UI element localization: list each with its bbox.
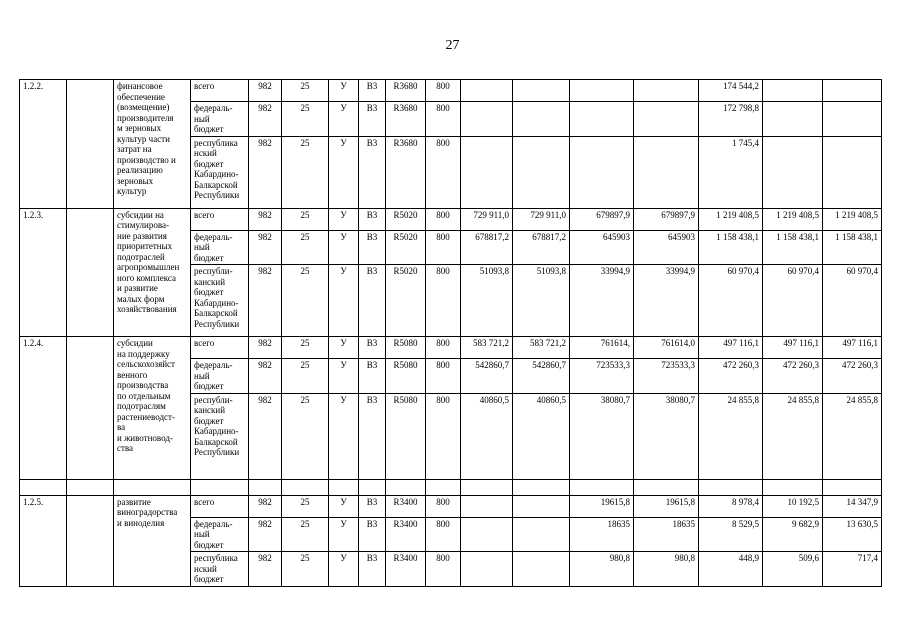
cell-vr: 800	[426, 102, 461, 137]
cell-c4: В3	[359, 80, 386, 102]
cell-vr: 800	[426, 265, 461, 337]
spacer-cell	[426, 479, 461, 495]
cell-v2	[513, 517, 570, 552]
cell-grbs: 982	[249, 102, 282, 137]
spacer-cell	[191, 479, 249, 495]
cell-v1: 583 721,2	[461, 337, 513, 359]
cell-c4: В3	[359, 517, 386, 552]
cell-v5: 1 158 438,1	[699, 230, 763, 265]
cell-pr: У	[329, 517, 359, 552]
item-code: 1.2.5.	[20, 495, 67, 586]
table-body	[20, 80, 882, 587]
cell-v7	[823, 102, 882, 137]
cell-v5: 24 855,8	[699, 393, 763, 479]
table-row	[20, 337, 882, 359]
spacer-cell	[329, 479, 359, 495]
item-name: субсидии на стимулирова- ние развития приоритетных подотраслей агропромышлен ного комплекса и развитие малых форм хозяйствования	[114, 208, 191, 337]
cell-grbs: 982	[249, 552, 282, 587]
cell-v6	[763, 80, 823, 102]
cell-c4: В3	[359, 359, 386, 394]
cell-rz: 25	[282, 265, 329, 337]
cell-c4: В3	[359, 136, 386, 208]
cell-v2	[513, 552, 570, 587]
item-name: субсидии на поддержку сельскохозяйст венного производства по отдельным подотраслям растениеводст- ва и животновод- ства	[114, 337, 191, 480]
cell-v3: 18635	[570, 517, 634, 552]
cell-v4	[634, 136, 699, 208]
cell-v2	[513, 495, 570, 517]
cell-v1	[461, 552, 513, 587]
cell-v6: 509,6	[763, 552, 823, 587]
budget-table	[19, 79, 882, 587]
spacer-cell	[114, 479, 191, 495]
cell-grbs: 982	[249, 517, 282, 552]
empty-cell	[67, 495, 114, 586]
cell-v1	[461, 102, 513, 137]
funding-source: федераль- ный бюджет	[191, 359, 249, 394]
item-code: 1.2.4.	[20, 337, 67, 480]
spacer-cell	[634, 479, 699, 495]
cell-v3	[570, 102, 634, 137]
cell-pr: У	[329, 359, 359, 394]
spacer-cell	[823, 479, 882, 495]
cell-v5: 60 970,4	[699, 265, 763, 337]
spacer-cell	[461, 479, 513, 495]
spacer-cell	[249, 479, 282, 495]
cell-pr: У	[329, 552, 359, 587]
cell-v4: 723533,3	[634, 359, 699, 394]
cell-pr: У	[329, 495, 359, 517]
cell-c4: В3	[359, 208, 386, 230]
spacer-cell	[359, 479, 386, 495]
cell-v5: 472 260,3	[699, 359, 763, 394]
cell-v6: 9 682,9	[763, 517, 823, 552]
cell-v7: 1 219 408,5	[823, 208, 882, 230]
cell-rz: 25	[282, 552, 329, 587]
funding-source: федераль- ный бюджет	[191, 230, 249, 265]
cell-grbs: 982	[249, 337, 282, 359]
cell-v6: 60 970,4	[763, 265, 823, 337]
cell-v6: 497 116,1	[763, 337, 823, 359]
cell-v7: 60 970,4	[823, 265, 882, 337]
spacer-row	[20, 479, 882, 495]
cell-v4	[634, 102, 699, 137]
cell-vr: 800	[426, 208, 461, 230]
cell-v3: 645903	[570, 230, 634, 265]
cell-v1: 729 911,0	[461, 208, 513, 230]
cell-v7	[823, 136, 882, 208]
cell-v3: 723533,3	[570, 359, 634, 394]
cell-pr: У	[329, 136, 359, 208]
cell-rz: 25	[282, 136, 329, 208]
funding-source: республика нский бюджет Кабардино- Балкарской Республики	[191, 136, 249, 208]
cell-pr: У	[329, 102, 359, 137]
cell-rz: 25	[282, 208, 329, 230]
cell-grbs: 982	[249, 393, 282, 479]
cell-v3: 38080,7	[570, 393, 634, 479]
cell-v4: 19615,8	[634, 495, 699, 517]
cell-grbs: 982	[249, 230, 282, 265]
cell-vr: 800	[426, 359, 461, 394]
cell-v1	[461, 517, 513, 552]
cell-rz: 25	[282, 359, 329, 394]
cell-grbs: 982	[249, 208, 282, 230]
cell-v3: 33994,9	[570, 265, 634, 337]
page-number: 27	[445, 38, 460, 53]
cell-pr: У	[329, 230, 359, 265]
cell-v7: 13 630,5	[823, 517, 882, 552]
cell-v7	[823, 80, 882, 102]
cell-rz: 25	[282, 517, 329, 552]
cell-vr: 800	[426, 517, 461, 552]
cell-v4: 33994,9	[634, 265, 699, 337]
funding-source: республи- канский бюджет Кабардино- Балкарской Республики	[191, 393, 249, 479]
cell-v2: 583 721,2	[513, 337, 570, 359]
funding-source: федераль- ный бюджет	[191, 102, 249, 137]
cell-c4: В3	[359, 102, 386, 137]
cell-v1: 51093,8	[461, 265, 513, 337]
cell-v1: 40860,5	[461, 393, 513, 479]
cell-v5: 174 544,2	[699, 80, 763, 102]
cell-v5: 1 219 408,5	[699, 208, 763, 230]
cell-v2: 729 911,0	[513, 208, 570, 230]
table-row	[20, 495, 882, 517]
cell-v2: 51093,8	[513, 265, 570, 337]
cell-v6: 10 192,5	[763, 495, 823, 517]
cell-v1	[461, 80, 513, 102]
cell-rz: 25	[282, 230, 329, 265]
cell-c4: В3	[359, 393, 386, 479]
cell-pr: У	[329, 337, 359, 359]
cell-csr: R5080	[386, 393, 426, 479]
cell-grbs: 982	[249, 359, 282, 394]
cell-csr: R3680	[386, 102, 426, 137]
empty-cell	[67, 337, 114, 480]
cell-v3: 19615,8	[570, 495, 634, 517]
cell-v4	[634, 80, 699, 102]
cell-v2	[513, 80, 570, 102]
item-name: финансовое обеспечение (возмещение) производителя м зерновых культур части затрат на производство и реализацию зерновых культур	[114, 80, 191, 209]
cell-v5: 8 529,5	[699, 517, 763, 552]
cell-v6: 24 855,8	[763, 393, 823, 479]
cell-v7: 717,4	[823, 552, 882, 587]
spacer-cell	[67, 479, 114, 495]
cell-v7: 472 260,3	[823, 359, 882, 394]
cell-grbs: 982	[249, 80, 282, 102]
cell-rz: 25	[282, 102, 329, 137]
cell-v7: 14 347,9	[823, 495, 882, 517]
cell-v7: 497 116,1	[823, 337, 882, 359]
cell-v4: 18635	[634, 517, 699, 552]
cell-v6: 472 260,3	[763, 359, 823, 394]
cell-v5: 1 745,4	[699, 136, 763, 208]
cell-vr: 800	[426, 337, 461, 359]
funding-source: всего	[191, 495, 249, 517]
cell-csr: R3400	[386, 552, 426, 587]
cell-vr: 800	[426, 136, 461, 208]
cell-v4: 679897,9	[634, 208, 699, 230]
cell-v3	[570, 136, 634, 208]
cell-csr: R3680	[386, 136, 426, 208]
cell-v7: 24 855,8	[823, 393, 882, 479]
cell-c4: В3	[359, 230, 386, 265]
cell-c4: В3	[359, 337, 386, 359]
cell-grbs: 982	[249, 495, 282, 517]
cell-vr: 800	[426, 393, 461, 479]
cell-c4: В3	[359, 265, 386, 337]
cell-c4: В3	[359, 495, 386, 517]
spacer-cell	[282, 479, 329, 495]
spacer-cell	[570, 479, 634, 495]
cell-v7: 1 158 438,1	[823, 230, 882, 265]
cell-v6	[763, 136, 823, 208]
cell-csr: R3680	[386, 80, 426, 102]
cell-v3: 980,8	[570, 552, 634, 587]
cell-v4: 980,8	[634, 552, 699, 587]
spacer-cell	[20, 479, 67, 495]
table-row	[20, 80, 882, 102]
cell-rz: 25	[282, 393, 329, 479]
cell-v4: 645903	[634, 230, 699, 265]
cell-grbs: 982	[249, 136, 282, 208]
cell-vr: 800	[426, 495, 461, 517]
table-row	[20, 208, 882, 230]
empty-cell	[67, 80, 114, 209]
cell-pr: У	[329, 265, 359, 337]
spacer-cell	[699, 479, 763, 495]
cell-vr: 800	[426, 230, 461, 265]
spacer-cell	[386, 479, 426, 495]
cell-pr: У	[329, 208, 359, 230]
cell-csr: R5020	[386, 230, 426, 265]
cell-csr: R5020	[386, 208, 426, 230]
cell-v1	[461, 495, 513, 517]
cell-v2: 542860,7	[513, 359, 570, 394]
cell-v2: 40860,5	[513, 393, 570, 479]
cell-vr: 800	[426, 552, 461, 587]
cell-v2: 678817,2	[513, 230, 570, 265]
cell-v2	[513, 102, 570, 137]
funding-source: республика нский бюджет	[191, 552, 249, 587]
cell-rz: 25	[282, 80, 329, 102]
cell-csr: R3400	[386, 517, 426, 552]
cell-v3: 679897,9	[570, 208, 634, 230]
cell-v6: 1 158 438,1	[763, 230, 823, 265]
cell-v1	[461, 136, 513, 208]
cell-rz: 25	[282, 495, 329, 517]
item-code: 1.2.3.	[20, 208, 67, 337]
cell-v6	[763, 102, 823, 137]
cell-csr: R5020	[386, 265, 426, 337]
cell-v5: 448,9	[699, 552, 763, 587]
cell-c4: В3	[359, 552, 386, 587]
cell-csr: R5080	[386, 337, 426, 359]
empty-cell	[67, 208, 114, 337]
funding-source: всего	[191, 80, 249, 102]
cell-v5: 8 978,4	[699, 495, 763, 517]
cell-v4: 761614,0	[634, 337, 699, 359]
funding-source: всего	[191, 337, 249, 359]
cell-grbs: 982	[249, 265, 282, 337]
cell-pr: У	[329, 80, 359, 102]
cell-v4: 38080,7	[634, 393, 699, 479]
item-name: развитие виноградорства и виноделия	[114, 495, 191, 586]
cell-v1: 678817,2	[461, 230, 513, 265]
funding-source: республи- канский бюджет Кабардино- Балкарской Республики	[191, 265, 249, 337]
cell-v6: 1 219 408,5	[763, 208, 823, 230]
funding-source: федераль- ный бюджет	[191, 517, 249, 552]
cell-v1: 542860,7	[461, 359, 513, 394]
item-code: 1.2.2.	[20, 80, 67, 209]
cell-pr: У	[329, 393, 359, 479]
cell-csr: R3400	[386, 495, 426, 517]
cell-v3: 761614,	[570, 337, 634, 359]
cell-v5: 172 798,8	[699, 102, 763, 137]
cell-v3	[570, 80, 634, 102]
cell-v5: 497 116,1	[699, 337, 763, 359]
spacer-cell	[763, 479, 823, 495]
cell-vr: 800	[426, 80, 461, 102]
funding-source: всего	[191, 208, 249, 230]
cell-rz: 25	[282, 337, 329, 359]
spacer-cell	[513, 479, 570, 495]
cell-csr: R5080	[386, 359, 426, 394]
cell-v2	[513, 136, 570, 208]
